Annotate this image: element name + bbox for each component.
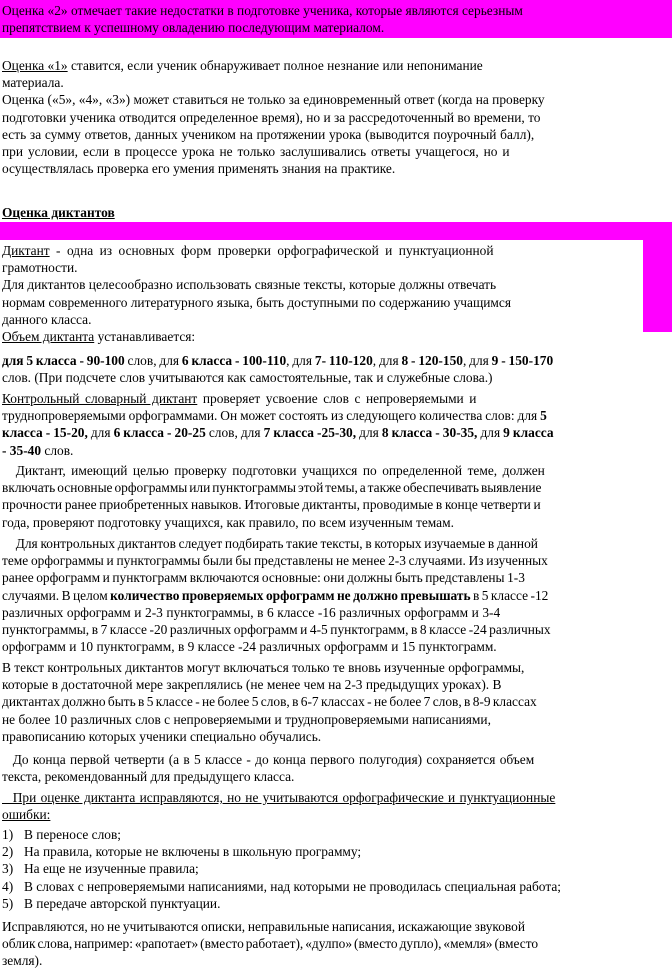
- grade-2-paragraph: [2, 2, 642, 36]
- combined-grade-line-1: Оценка («5», «4», «3») может ставиться не только за единовременный ответ (когда на проверку: [2, 92, 545, 108]
- grade-2-line-2: препятствием к успешному овладению последующим материалом.: [2, 20, 385, 36]
- combined-grade-line-2: подготовки ученика отводится определенное время), но и за рассредоточенный во времени, то: [2, 109, 541, 125]
- highlight-band-heading: [0, 222, 672, 240]
- grade-1-line-2: материала.: [2, 75, 64, 91]
- list-item: 4) В словах с непроверяемыми написаниями, над которыми не проводилась специальная работа;: [2, 878, 561, 894]
- errors-list: [2, 826, 670, 912]
- texts-line-1: Для диктантов целесообразно использовать связные тексты, которые должны отвечать: [2, 277, 497, 293]
- vocabulary-label: Контрольный словарный диктант: [2, 391, 198, 406]
- dictation-label: Диктант: [2, 243, 50, 258]
- grade-1-label: Оценка «1»: [2, 58, 68, 73]
- first-quarter-paragraph: До конца первой четверти (а в 5 классе - до конца первого полугодия) сохраняется объем текста, рекомендованный для предыдущего класса.: [2, 752, 535, 785]
- highlight-band-side: [643, 222, 672, 332]
- dictation-definition: Диктант - одна из основных форм проверки орфографической и пунктуационной грамотности. Для диктантов целесообразно использовать связные тексты, которые должны отвечать нормам современного литературного языка, быть доступными по содержанию учащимся данного класса. Объем диктанта устанавливается:: [2, 242, 642, 345]
- combined-grade-line-4: при условии, если в процессе урока не только заслушивались ответы учащегося, но и: [2, 144, 510, 160]
- vocabulary-dictation: Контрольный словарный диктант проверяет усвоение слов с непроверяемыми и труднопроверяемыми орфограммами. Он может состоять из следующего количества слов: для 5 класса - 15-20, для 6 класса - 20-25 слов, для 7 класса -25-30, для 8 класса - 30-35, для 9 класса - 35-40 слов.: [2, 391, 554, 458]
- text-composition-paragraph: В текст контрольных диктантов могут включаться только те вновь изученные орфограммы, которые в достаточной мере закреплялись (не менее чем на 2-3 предыдущих уроках). В диктантах должно быть в 5 классе - не более 5 слов, в 6-7 классах - не более 7 слов, в 8-9 классах не более 10 различных слов с непроверяемыми и труднопроверяемыми написаниями, правописанию которых ученики специально обучались.: [2, 660, 537, 744]
- topic-dictation-paragraph: Диктант, имеющий целью проверку подготовки учащихся по определенной теме, должен включать основные орфограммы или пунктограммы этой темы, а также обеспечивать выявление прочности ранее приобретенных навыков. Итоговые диктанты, проводимые в конце четверти и года, проверяют подготовку учащихся, как правило, по всем изученным темам.: [2, 463, 545, 530]
- grade-1-text: ставится, если ученик обнаруживает полное незнание или непонимание: [67, 58, 483, 73]
- list-item: 3) На еще не изученные правила;: [2, 861, 199, 877]
- dictation-heading: Оценка диктантов: [2, 205, 115, 220]
- errors-heading: При оценке диктанта исправляются, но не учитываются орфографические и пунктуационные ошибки:: [2, 790, 556, 823]
- texts-line-2: нормам современного литературного языка, быть доступными по содержанию учащимся: [2, 294, 512, 310]
- grade-2-line-1: Оценка «2» отмечает такие недостатки в подготовке ученика, которые являются серьезным: [2, 3, 523, 18]
- typos-paragraph: Исправляются, но не учитываются описки, неправильные написания, искажающие звуковой облик слова, например: «рапотает» (вместо работает), «дулпо» (вместо дупло), «мемля» (вместо земля).: [2, 919, 539, 969]
- list-item: 2) На правила, которые не включены в школьную программу;: [2, 844, 362, 860]
- control-dictation-paragraph: Для контрольных диктантов следует подбирать такие тексты, в которых изучаемые в данной теме орфограммы и пунктограммы были бы представлены не менее 2-3 случаями. Из изученных ранее орфограмм и пунктограмм включаются основные: они должны быть представлены 1-3 случаями. В целом количество проверяемых орфограмм не должно превышать в 5 классе -12 различных орфограмм и 2-3 пунктограммы, в 6 классе -16 различных орфограмм и 3-4 пунктограммы, в 7 классе -20 различных орфограмм и 4-5 пунктограмм, в 8 классе -24 различных орфограмм и 10 пунктограмм, в 9 классе -24 различных орфограмм и 15 пунктограмм.: [2, 536, 551, 655]
- volume-label: Объем диктанта: [2, 329, 95, 345]
- volume-values: для 5 класса - 90-100 слов, для 6 класса - 100-110, для 7- 110-120, для 8 - 120-150, для 9 - 150-170 слов. (При подсчете слов учитываются как самостоятельные, так и служебные слова.): [2, 353, 554, 386]
- combined-grade-line-5: осуществлялась проверка его умения применять знания на практике.: [2, 161, 396, 177]
- combined-grade-line-3: есть за сумму ответов, данных учеником на протяжении урока (выводится поурочный балл),: [2, 126, 535, 142]
- list-item: 1) В переносе слов;: [2, 827, 121, 842]
- grade-1-paragraph: [2, 57, 670, 177]
- texts-line-3: данного класса.: [2, 311, 92, 327]
- list-item: 5) В передаче авторской пунктуации.: [2, 895, 221, 911]
